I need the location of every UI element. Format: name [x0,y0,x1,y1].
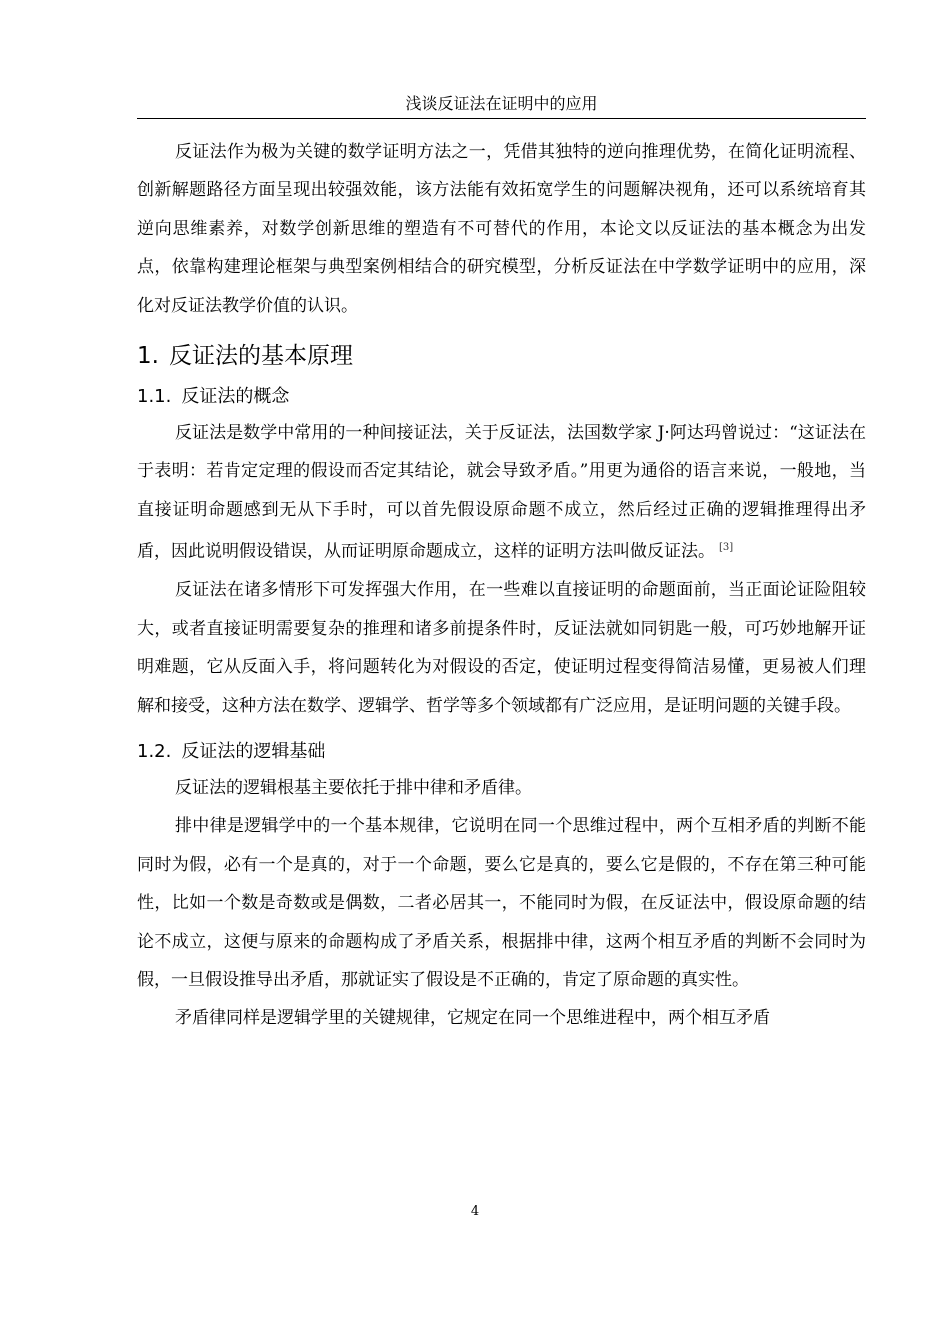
concept-paragraph [137,414,866,571]
subsection-number: 1.1. [137,386,172,408]
section-1-2-heading [137,735,866,769]
subsection-number: 1.2. [137,740,172,762]
concept-text: 反证法是数学中常用的一种间接证法，关于反证法，法国数学家 J·阿达玛曾说过：“这证法在于表明：若肯定定理的假设而否定其结论，就会导致矛盾。”用更为通俗的语言来说，一般地，当直接证明命题感到无从下手时，可以首先假设原命题不成立，然后经过正确的逻辑推理得出矛盾，因此说明假设错误，从而证明原命题成立，这样的证明方法叫做反证法。 [137,423,866,562]
section-1-1-heading [137,380,866,414]
usage-paragraph: 反证法在诸多情形下可发挥强大作用，在一些难以直接证明的命题面前，当正面论证险阻较大，或者直接证明需要复杂的推理和诸多前提条件时，反证法就如同钥匙一般，可巧妙地解开证明难题，它从反面入手，将问题转化为对假设的否定，使证明过程变得简洁易懂，更易被人们理解和接受，这种方法在数学、逻辑学、哲学等多个领域都有广泛应用，是证明问题的关键手段。 [137,580,866,716]
intro-paragraph: 反证法作为极为关键的数学证明方法之一，凭借其独特的逆向推理优势，在简化证明流程、创新解题路径方面呈现出较强效能，该方法能有效拓宽学生的问题解决视角，还可以系统培育其逆向思维素养，对数学创新思维的塑造有不可替代的作用，本论文以反证法的基本概念为出发点，依靠构建理论框架与典型案例相结合的研究模型，分析反证法在中学数学证明中的应用，深化对反证法教学价值的认识。 [137,142,866,316]
citation-ref: [3] [719,542,734,554]
page-body [137,133,866,1038]
page-number: 4 [470,1204,480,1219]
subsection-title: 反证法的逻辑基础 [181,740,326,762]
section-number: 1. [137,343,159,370]
logic-basis-paragraph: 反证法的逻辑根基主要依托于排中律和矛盾律。 [175,777,532,798]
non-contradiction-paragraph: 矛盾律同样是逻辑学里的关键规律，它规定在同一个思维进程中，两个相互矛盾 [175,1008,770,1029]
subsection-title: 反证法的概念 [181,386,290,408]
excluded-middle-paragraph: 排中律是逻辑学中的一个基本规律，它说明在同一个思维过程中，两个互相矛盾的判断不能同时为假，必有一个是真的，对于一个命题，要么它是真的，要么它是假的，不存在第三种可能性，比如一个数是奇数或是偶数，二者必居其一，不能同时为假，在反证法中，假设原命题的结论不成立，这便与原来的命题构成了矛盾关系，根据排中律，这两个相互矛盾的判断不会同时为假，一旦假设推导出矛盾，那就证实了假设是不正确的，肯定了原命题的真实性。 [137,816,866,990]
header-rule [137,118,866,119]
running-header: 浅谈反证法在证明中的应用 [405,94,598,113]
section-title: 反证法的基本原理 [168,343,353,370]
section-1-heading [137,336,866,376]
